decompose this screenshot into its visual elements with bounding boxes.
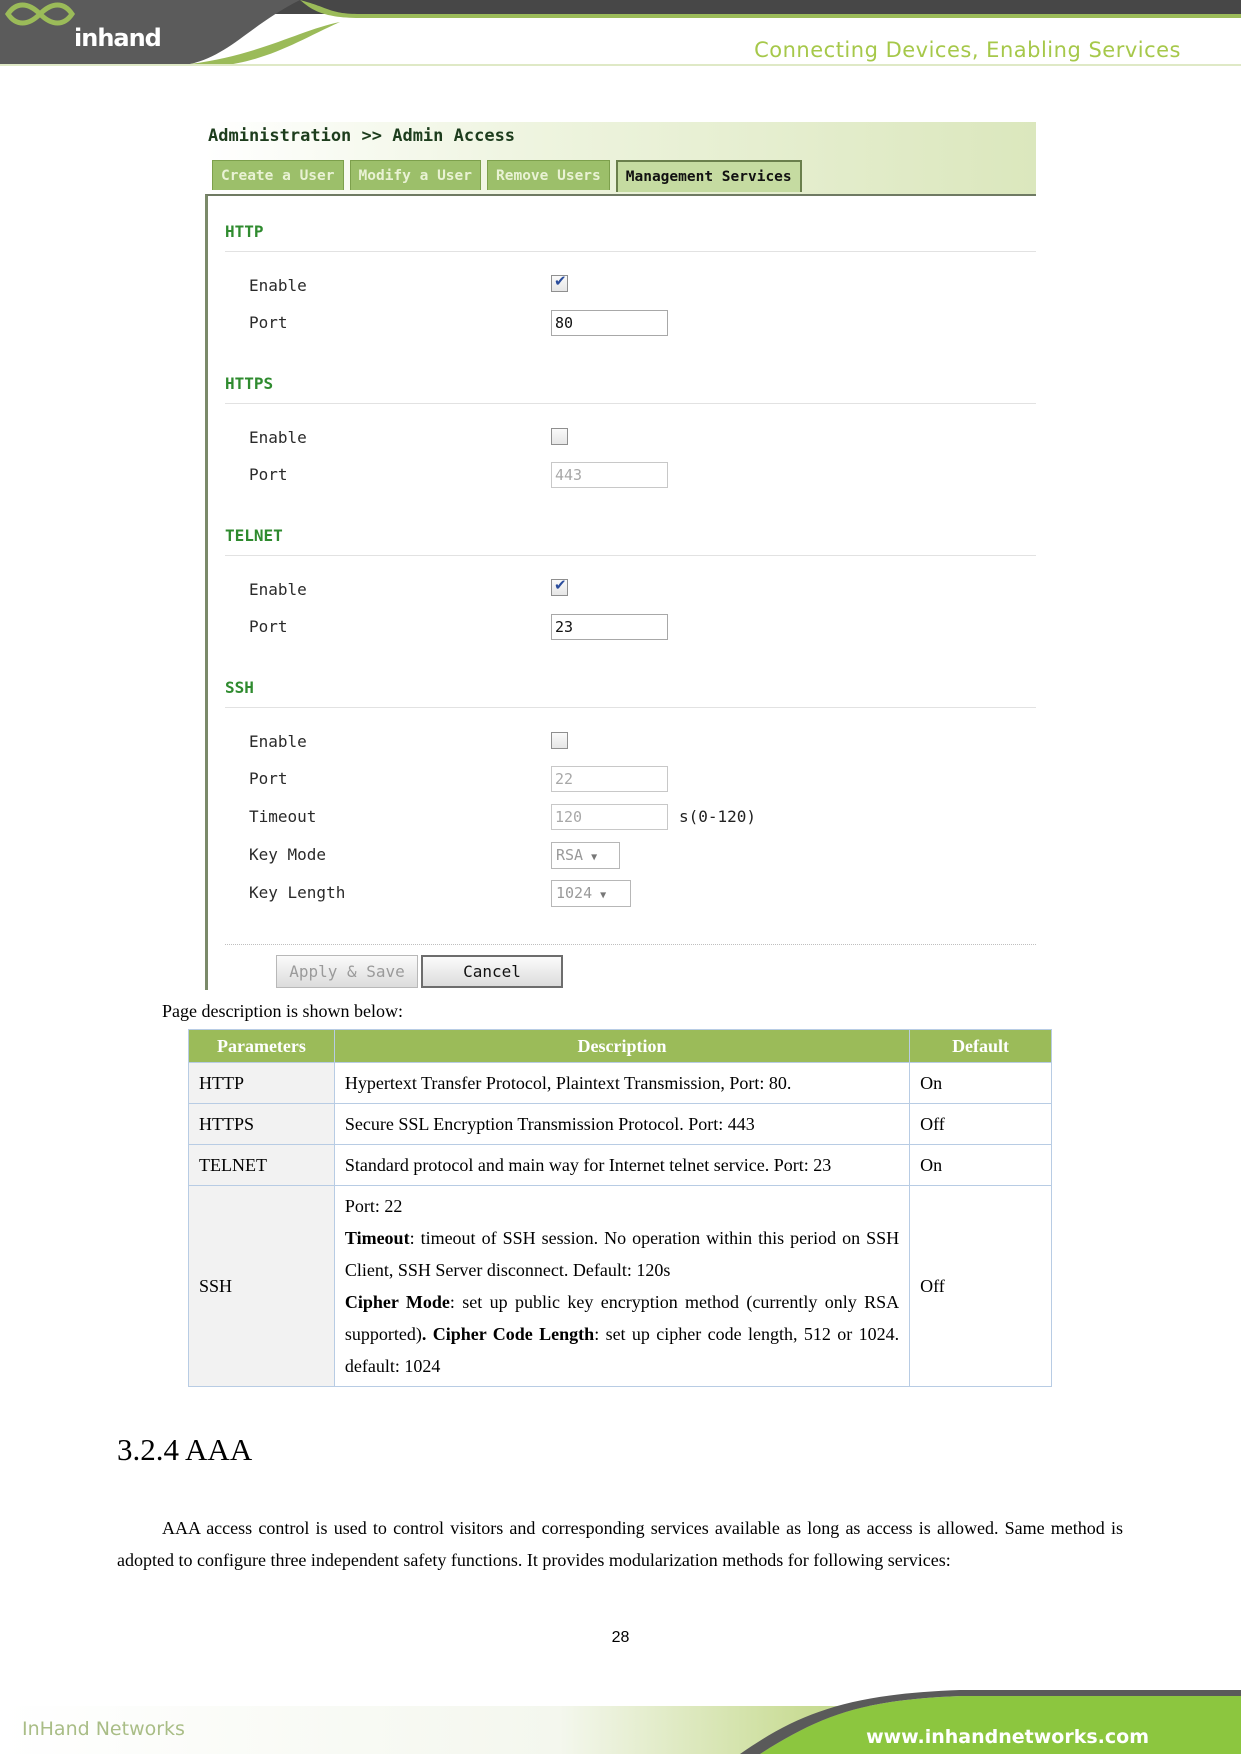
ssh-key-mode-select[interactable] xyxy=(551,842,620,869)
column-header: Parameters xyxy=(189,1030,335,1063)
tab-management-services[interactable]: Management Services xyxy=(616,160,802,192)
ssh-key-mode-label: Key Mode xyxy=(249,845,327,864)
http-port-input[interactable]: 80 xyxy=(551,310,668,336)
telnet-enable-label: Enable xyxy=(249,580,307,599)
section-title-telnet: TELNET xyxy=(225,526,283,545)
http-port-label: Port xyxy=(249,313,288,332)
parameter-table xyxy=(188,1029,1052,1387)
column-header: Description xyxy=(334,1030,909,1063)
table-row xyxy=(189,1104,1052,1145)
button-divider xyxy=(225,944,1036,945)
page-footer xyxy=(0,1676,1241,1754)
ssh-key-length-select[interactable] xyxy=(551,880,631,907)
ssh-desc-port: Port: 22 xyxy=(344,1196,403,1216)
section-title-ssh: SSH xyxy=(225,678,254,697)
ssh-desc-timeout: : timeout of SSH session. No operation within this period on SSH Client, SSH Server disconnect. Default: 120s xyxy=(344,1228,900,1280)
telnet-enable-checkbox[interactable] xyxy=(551,576,568,596)
default-cell: On xyxy=(910,1063,1052,1104)
cancel-button[interactable]: Cancel xyxy=(421,955,563,988)
table-row xyxy=(189,1186,1052,1387)
ssh-desc-timeout-term: Timeout xyxy=(344,1228,410,1248)
section-divider xyxy=(225,403,1036,404)
ssh-enable-label: Enable xyxy=(249,732,307,751)
ssh-timeout-input[interactable]: 120 xyxy=(551,804,668,830)
inhand-logo xyxy=(0,0,80,56)
section-divider xyxy=(225,555,1036,556)
telnet-port-label: Port xyxy=(249,617,288,636)
table-row xyxy=(189,1063,1052,1104)
apply-save-button[interactable]: Apply & Save xyxy=(276,955,418,988)
telnet-port-input[interactable]: 23 xyxy=(551,614,668,640)
ssh-desc-length: : set up cipher code length, 512 or 1024. default: 1024 xyxy=(344,1324,900,1376)
footer-website[interactable]: www.inhandnetworks.com xyxy=(866,1726,1149,1748)
description-cell: Standard protocol and main way for Internet telnet service. Port: 23 xyxy=(334,1145,909,1186)
table-caption: Page description is shown below: xyxy=(162,1001,403,1021)
default-cell: Off xyxy=(910,1104,1052,1145)
page-header xyxy=(0,0,1241,100)
tab-modify-user[interactable]: Modify a User xyxy=(350,160,482,190)
logo-text: inhand xyxy=(74,24,161,52)
default-cell: Off xyxy=(910,1186,1052,1387)
ssh-port-label: Port xyxy=(249,769,288,788)
https-port-label: Port xyxy=(249,465,288,484)
admin-access-screenshot xyxy=(205,122,1036,990)
https-port-input[interactable]: 443 xyxy=(551,462,668,488)
description-cell: Hypertext Transfer Protocol, Plaintext Transmission, Port: 80. xyxy=(334,1063,909,1104)
checkmark-icon: ✔ xyxy=(554,272,567,290)
param-cell: SSH xyxy=(189,1186,335,1387)
ssh-timeout-unit: s(0-120) xyxy=(679,807,757,826)
dropdown-arrow-icon: ▼ xyxy=(591,852,598,863)
section-title-https: HTTPS xyxy=(225,374,274,393)
ssh-desc-length-term: . Cipher Code Length xyxy=(421,1324,595,1344)
checkmark-icon: ✔ xyxy=(554,576,567,594)
param-cell: HTTP xyxy=(189,1063,335,1104)
http-enable-checkbox[interactable] xyxy=(551,272,568,292)
ssh-key-length-label: Key Length xyxy=(249,883,346,902)
param-cell: HTTPS xyxy=(189,1104,335,1145)
ssh-port-input[interactable]: 22 xyxy=(551,766,668,792)
section-title-http: HTTP xyxy=(225,222,264,241)
column-header: Default xyxy=(910,1030,1052,1063)
ssh-key-length-value: 1024 xyxy=(556,884,593,902)
page-number: 28 xyxy=(611,1629,630,1646)
ssh-key-mode-value: RSA xyxy=(556,846,584,864)
footer-company: InHand Networks xyxy=(22,1718,185,1740)
header-tagline: Connecting Devices, Enabling Services xyxy=(754,38,1181,62)
param-cell: TELNET xyxy=(189,1145,335,1186)
https-enable-label: Enable xyxy=(249,428,307,447)
table-row xyxy=(189,1145,1052,1186)
ssh-enable-checkbox[interactable] xyxy=(551,732,568,749)
description-cell xyxy=(334,1186,909,1387)
http-enable-label: Enable xyxy=(249,276,307,295)
tab-create-user[interactable]: Create a User xyxy=(212,160,344,190)
dropdown-arrow-icon: ▼ xyxy=(600,890,607,901)
panel-title: Administration >> Admin Access xyxy=(208,126,516,146)
tab-bar xyxy=(212,160,802,192)
section-divider xyxy=(225,707,1036,708)
table-header-row xyxy=(189,1030,1052,1063)
https-enable-checkbox[interactable] xyxy=(551,428,568,445)
section-paragraph: AAA access control is used to control visitors and corresponding services available as long as access is allowed. Same method is adopted to configure three independent safety functions. It provides modularization methods for following services: xyxy=(117,1518,1123,1570)
panel-title-bar xyxy=(205,122,1036,196)
default-cell: On xyxy=(910,1145,1052,1186)
description-cell: Secure SSL Encryption Transmission Protocol. Port: 443 xyxy=(334,1104,909,1145)
section-heading: 3.2.4 AAA xyxy=(117,1432,253,1467)
ssh-desc-cipher-term: Cipher Mode xyxy=(344,1292,450,1312)
ssh-desc-cipher: : set up public key encryption method (currently only RSA supported) xyxy=(344,1292,900,1344)
tab-remove-users[interactable]: Remove Users xyxy=(487,160,610,190)
section-divider xyxy=(225,251,1036,252)
ssh-timeout-label: Timeout xyxy=(249,807,317,826)
